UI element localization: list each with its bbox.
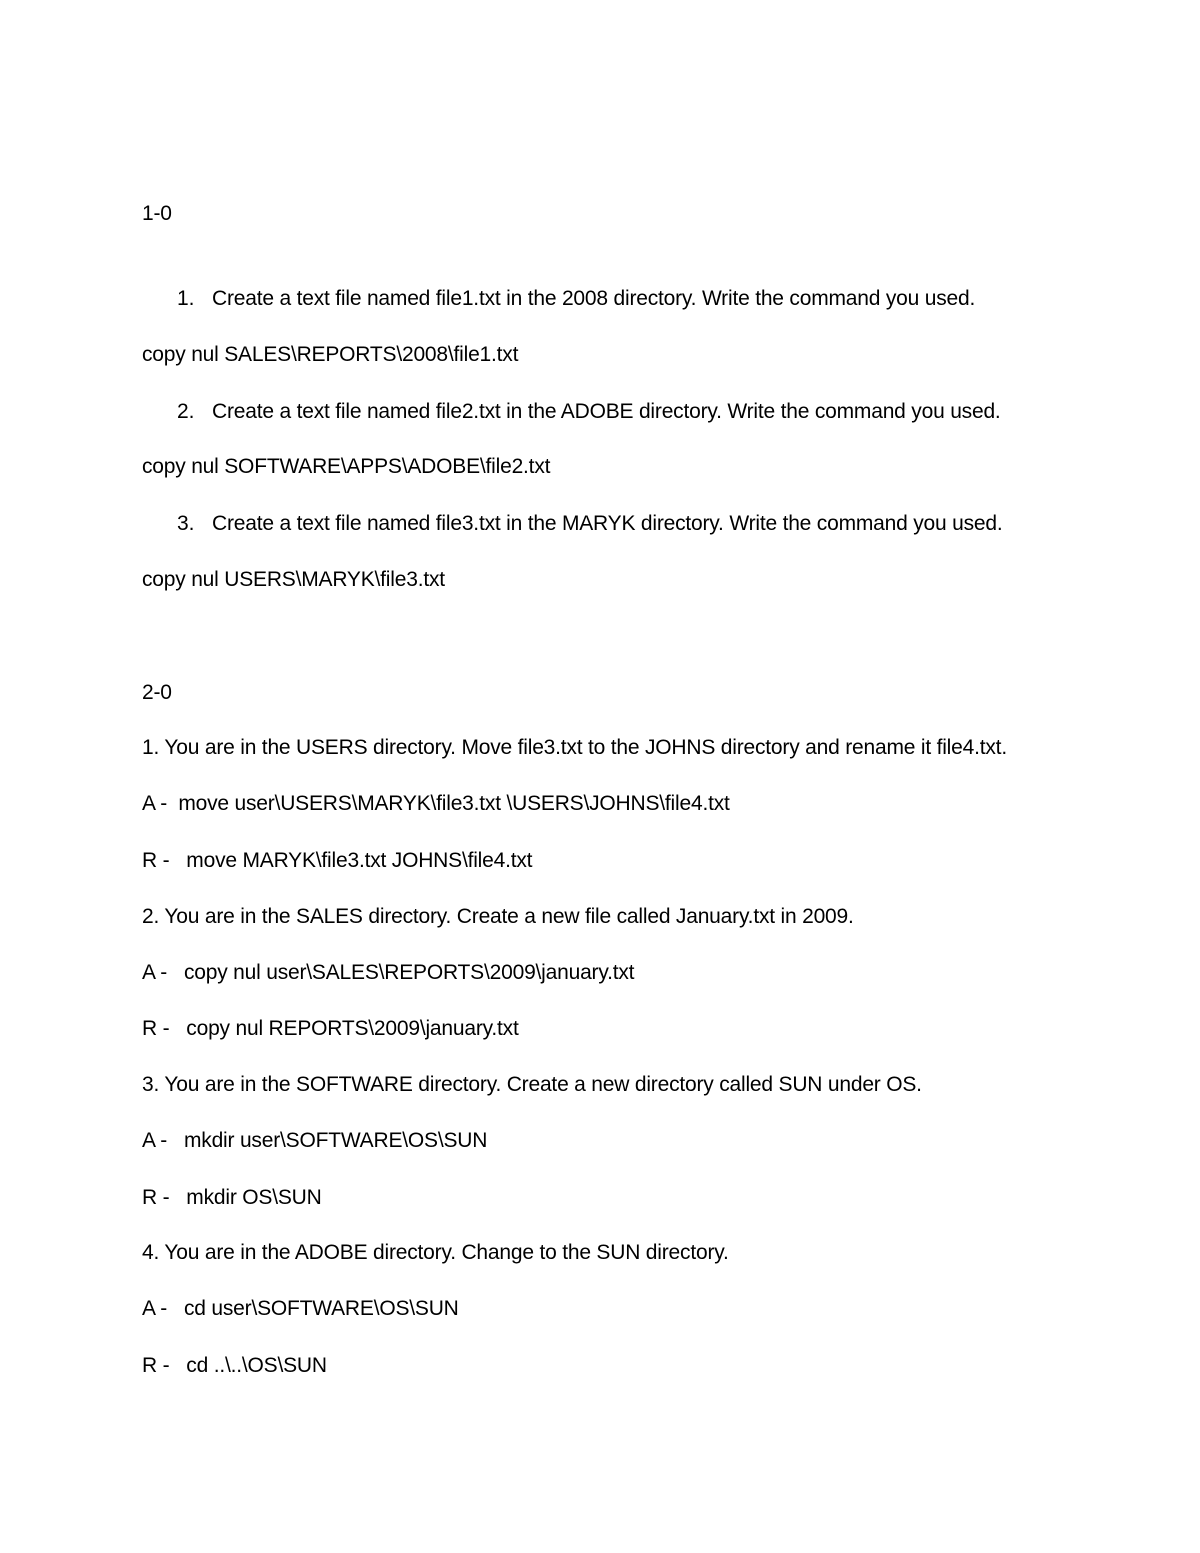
section-2-task-3-relative: R - mkdir OS\SUN (142, 1186, 322, 1209)
section-1-task-1-answer: copy nul SALES\REPORTS\2008\file1.txt (142, 343, 519, 366)
section-1-task-2-number: 2. (177, 400, 195, 423)
section-1-task-1-question: Create a text file named file1.txt in the 2008 directory. Write the command you used. (212, 287, 976, 310)
section-2-task-4-relative: R - cd ..\..\OS\SUN (142, 1354, 327, 1377)
section-1-task-2-question: Create a text file named file2.txt in the ADOBE directory. Write the command you used. (212, 400, 1001, 423)
section-2-task-4-absolute: A - cd user\SOFTWARE\OS\SUN (142, 1297, 459, 1320)
section-1-task-3-answer: copy nul USERS\MARYK\file3.txt (142, 568, 445, 591)
section-2-heading: 2-0 (142, 681, 172, 704)
section-2-task-2-relative: R - copy nul REPORTS\2009\january.txt (142, 1017, 519, 1040)
section-2-task-1-absolute: A - move user\USERS\MARYK\file3.txt \USERS\JOHNS\file4.txt (142, 792, 730, 815)
section-1-task-3-question: Create a text file named file3.txt in the MARYK directory. Write the command you used. (212, 512, 1003, 535)
section-2-task-3-question: 3. You are in the SOFTWARE directory. Create a new directory called SUN under OS. (142, 1073, 922, 1096)
section-2-task-2-absolute: A - copy nul user\SALES\REPORTS\2009\january.txt (142, 961, 635, 984)
section-2-task-3-absolute: A - mkdir user\SOFTWARE\OS\SUN (142, 1129, 488, 1152)
section-2-task-4-question: 4. You are in the ADOBE directory. Change to the SUN directory. (142, 1241, 729, 1264)
section-2-task-1-question: 1. You are in the USERS directory. Move file3.txt to the JOHNS directory and rename it file4.txt. (142, 736, 1007, 759)
section-1-heading: 1-0 (142, 202, 172, 225)
section-1-task-2-answer: copy nul SOFTWARE\APPS\ADOBE\file2.txt (142, 455, 551, 478)
section-2-task-2-question: 2. You are in the SALES directory. Create a new file called January.txt in 2009. (142, 905, 854, 928)
section-2-task-1-relative: R - move MARYK\file3.txt JOHNS\file4.txt (142, 849, 533, 872)
section-1-task-1-number: 1. (177, 287, 195, 310)
section-1-task-3-number: 3. (177, 512, 195, 535)
